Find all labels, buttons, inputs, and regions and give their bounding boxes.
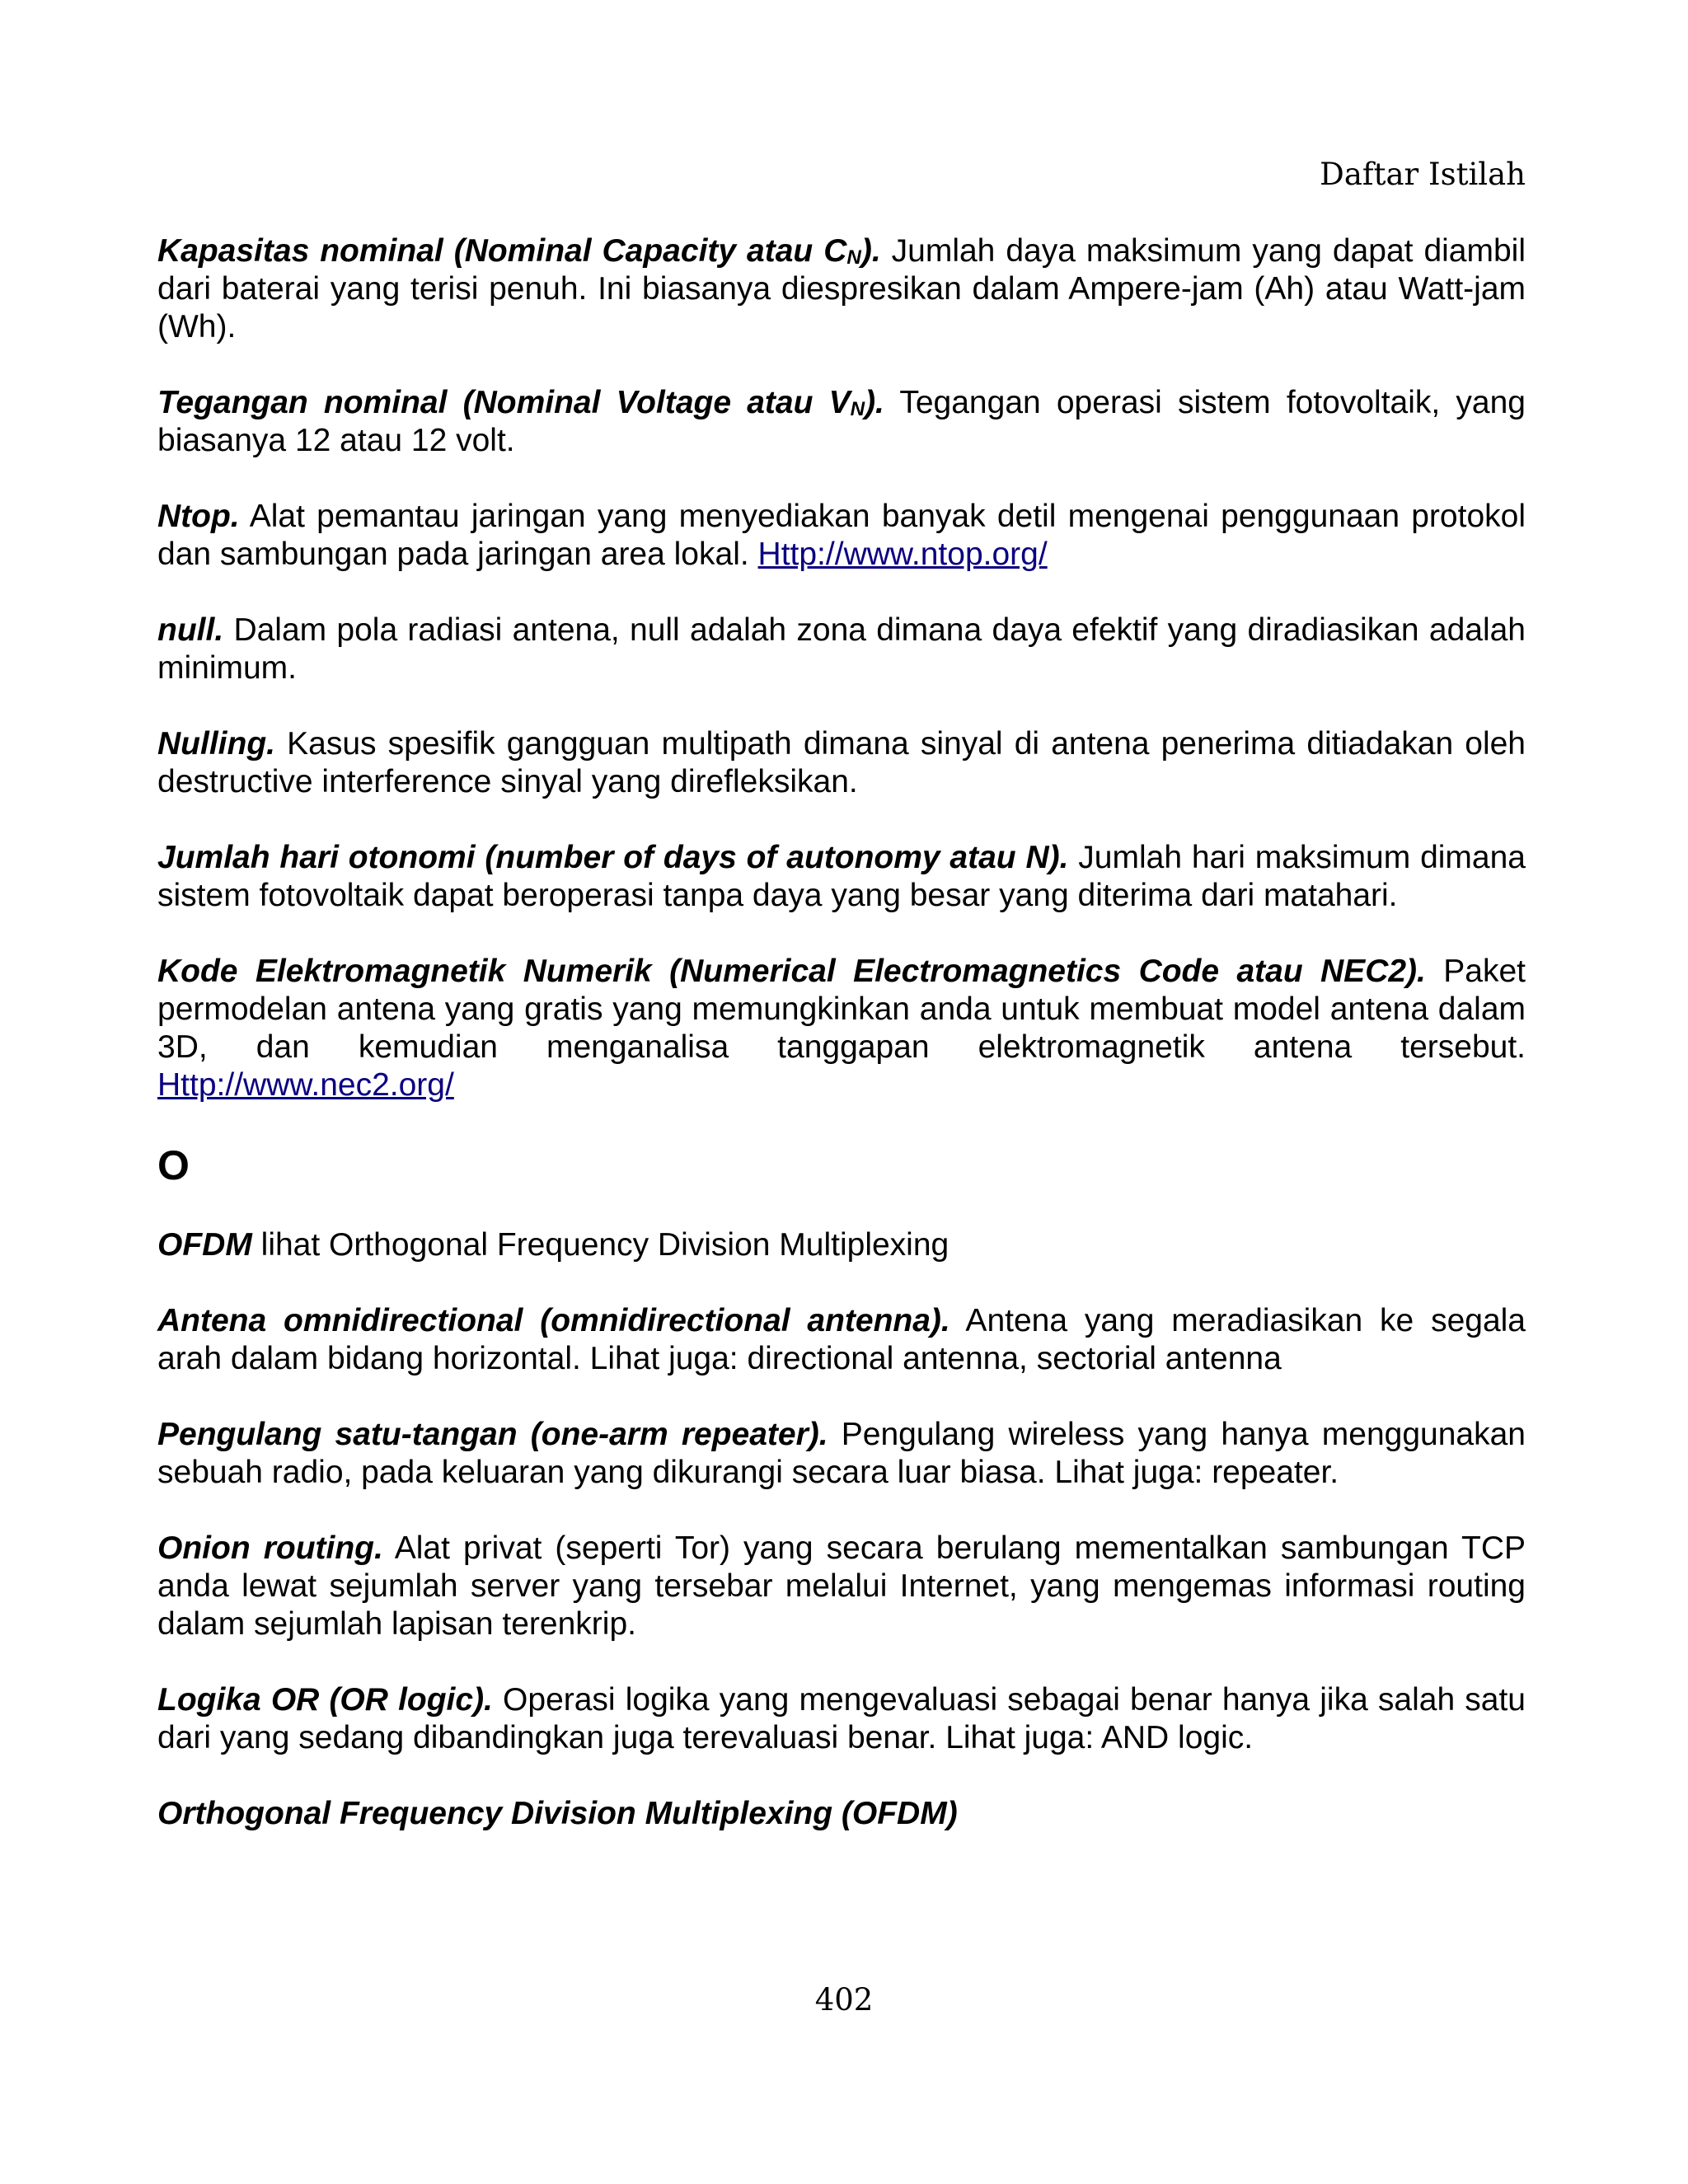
term-subscript: N xyxy=(846,246,861,269)
glossary-definition: Alat privat (seperti Tor) yang secara berulang mementalkan sambungan TCP anda lewat sejumlah server yang tersebar melalui Internet, yang mengemas informasi routing dalam sejumlah lapisan terenkrip. xyxy=(157,1530,1526,1642)
glossary-term: Ntop. xyxy=(157,499,240,534)
glossary-entry-ofdm xyxy=(157,1226,1526,1264)
glossary-definition: Paket permodelan antena yang gratis yang memungkinkan anda untuk membuat model antena dalam 3D, dan kemudian menganalisa tanggapan elektromagnetik antena tersebut. xyxy=(157,954,1526,1065)
glossary-definition: Operasi logika yang mengevaluasi sebagai benar hanya jika salah satu dari yang sedang dibandingkan juga terevaluasi benar. Lihat juga: AND logic. xyxy=(157,1682,1526,1755)
glossary-entry-nulling xyxy=(157,725,1526,801)
glossary-term: Tegangan nominal (Nominal Voltage atau VN). xyxy=(157,385,884,420)
glossary-entry-nominal-voltage xyxy=(157,384,1526,460)
glossary-term: Pengulang satu-tangan (one-arm repeater). xyxy=(157,1417,828,1452)
glossary-entry-ntop xyxy=(157,498,1526,574)
glossary-definition: Kasus spesifik gangguan multipath dimana sinyal di antena penerima ditiadakan oleh destructive interference sinyal yang direfleksikan. xyxy=(157,726,1526,799)
glossary-entry-one-arm-repeater xyxy=(157,1416,1526,1492)
glossary-entry-nec2 xyxy=(157,953,1526,1104)
glossary-entry-or-logic xyxy=(157,1681,1526,1757)
glossary-content xyxy=(157,232,1526,1833)
glossary-entry-orthogonal-fdm xyxy=(157,1795,1526,1833)
glossary-term: Antena omnidirectional (omnidirectional antenna). xyxy=(157,1303,950,1338)
glossary-definition: Pengulang wireless yang hanya menggunakan sebuah radio, pada keluaran yang dikurangi secara luar biasa. Lihat juga: repeater. xyxy=(157,1417,1526,1490)
glossary-term: Nulling. xyxy=(157,726,275,762)
glossary-entry-omnidirectional-antenna xyxy=(157,1302,1526,1378)
page-number: 402 xyxy=(814,1982,874,2018)
glossary-definition: Tegangan operasi sistem fotovoltaik, yang biasanya 12 atau 12 volt. xyxy=(157,385,1526,458)
glossary-entry-onion-routing xyxy=(157,1530,1526,1643)
glossary-entry-nominal-capacity xyxy=(157,232,1526,346)
glossary-definition: Jumlah hari maksimum dimana sistem fotovoltaik dapat beroperasi tanpa daya yang besar yang diterima dari matahari. xyxy=(157,840,1526,913)
glossary-definition: Alat pemantau jaringan yang menyediakan banyak detil mengenai penggunaan protokol dan sambungan pada jaringan area lokal. xyxy=(157,499,1526,572)
glossary-definition: Jumlah daya maksimum yang dapat diambil dari baterai yang terisi penuh. Ini biasanya diespresikan dalam Ampere-jam (Ah) atau Watt-jam (Wh). xyxy=(157,233,1526,344)
glossary-term: null. xyxy=(157,612,224,648)
glossary-definition: Antena yang meradiasikan ke segala arah dalam bidang horizontal. Lihat juga: directional antenna, sectorial antenna xyxy=(157,1303,1526,1376)
glossary-definition: Dalam pola radiasi antena, null adalah zona dimana daya efektif yang diradiasikan adalah minimum. xyxy=(157,612,1526,686)
glossary-term: Kapasitas nominal (Nominal Capacity atau CN). xyxy=(157,233,881,269)
ntop-link[interactable]: Http://www.ntop.org/ xyxy=(757,537,1048,572)
glossary-entry-days-of-autonomy xyxy=(157,839,1526,915)
glossary-term: Kode Elektromagnetik Numerik (Numerical Electromagnetics Code atau NEC2). xyxy=(157,954,1426,989)
glossary-term: Jumlah hari otonomi (number of days of autonomy atau N). xyxy=(157,840,1069,875)
glossary-term: Orthogonal Frequency Division Multiplexing (OFDM) xyxy=(157,1796,958,1831)
glossary-definition: lihat Orthogonal Frequency Division Multiplexing xyxy=(251,1227,950,1263)
nec2-link[interactable]: Http://www.nec2.org/ xyxy=(157,1067,454,1103)
glossary-term: Logika OR (OR logic). xyxy=(157,1682,493,1718)
section-heading-o: O xyxy=(157,1142,190,1188)
term-subscript: N xyxy=(850,397,865,420)
glossary-term: OFDM xyxy=(157,1227,252,1263)
running-header: Daftar Istilah xyxy=(1320,157,1526,192)
glossary-term: Onion routing. xyxy=(157,1530,383,1566)
glossary-entry-null xyxy=(157,612,1526,687)
